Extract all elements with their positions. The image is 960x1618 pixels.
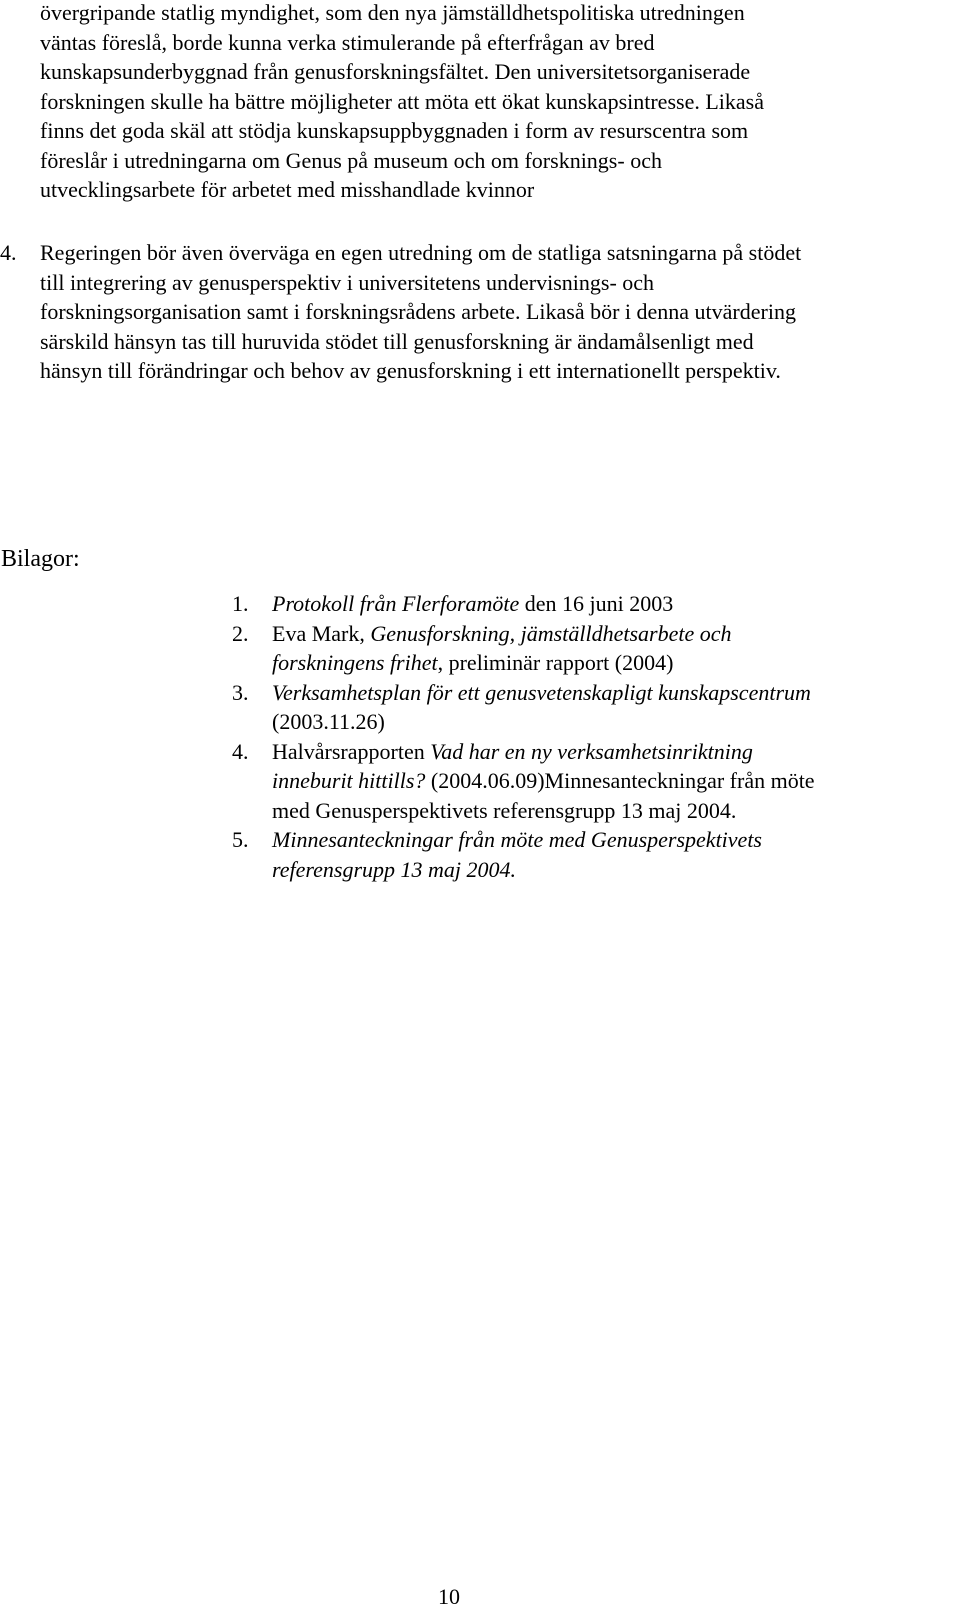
attachment-line <box>272 707 815 737</box>
attachment-line <box>272 589 815 619</box>
attachments-heading: Bilagor: <box>1 546 80 572</box>
attachment-title: forskningens frihet <box>272 650 438 675</box>
text-line: finns det goda skäl att stödja kunskapsuppbyggnaden i form av resurscentra som <box>40 118 749 143</box>
text-line: föreslår i utredningarna om Genus på museum och om forsknings- och <box>40 147 662 173</box>
paragraph-number: 4. <box>0 240 17 265</box>
attachment-line <box>272 678 815 708</box>
attachment-item <box>232 589 815 619</box>
text-line: forskningen skulle ha bättre möjligheter att möta ett ökat kunskapsintresse. Likaså <box>40 88 764 114</box>
attachments-list <box>232 589 815 884</box>
attachment-text: med Genusperspektivets referensgrupp 13 maj 2004. <box>272 797 737 823</box>
text-line: hänsyn till förändringar och behov av genusforskning i ett internationellt perspektiv. <box>40 358 781 383</box>
attachment-text: den 16 juni 2003 <box>519 591 674 616</box>
attachment-line <box>272 737 815 767</box>
attachment-title: Minnesanteckningar från möte med Genusperspektivets <box>272 827 762 852</box>
attachment-number: 3. <box>232 679 249 705</box>
text-line: till integrering av genusperspektiv i universitetens undervisnings- och <box>40 269 655 295</box>
attachment-number: 4. <box>232 738 249 764</box>
text-line: forskningsorganisation samt i forskningsrådens arbete. Likaså bör i denna utvärdering <box>40 299 796 324</box>
attachment-item <box>232 619 815 678</box>
text-line: kunskapsunderbyggnad från genusforskningsfältet. Den universitetsorganiserade <box>40 59 751 84</box>
paragraph-four <box>0 238 801 386</box>
text-line: väntas föreslå, borde kunna verka stimulerande på efterfrågan av bred <box>40 29 655 55</box>
attachment-text: Eva Mark, <box>272 620 371 646</box>
attachment-title: Genusforskning, jämställdhetsarbete och <box>370 620 732 646</box>
attachment-item <box>232 678 815 737</box>
attachment-text: (2004.06.09)Minnesanteckningar från möte <box>425 768 815 793</box>
attachment-title: Vad har en ny verksamhetsinriktning <box>430 738 753 764</box>
text-line-first <box>0 238 801 268</box>
attachment-line <box>272 855 815 885</box>
attachment-line <box>272 766 815 796</box>
text-line: utvecklingsarbete för arbetet med misshandlade kvinnor <box>40 177 535 202</box>
attachment-text: Halvårsrapporten <box>272 738 431 764</box>
attachment-title: Protokoll från Flerforamöte <box>272 591 520 616</box>
attachment-text: (2003.11.26) <box>272 709 385 734</box>
attachment-text: , preliminär rapport (2004) <box>437 650 674 675</box>
attachment-line <box>272 619 815 649</box>
attachment-number: 5. <box>232 827 249 852</box>
attachment-line <box>272 825 815 855</box>
paragraph-continuation <box>40 0 764 205</box>
text-line: övergripande statlig myndighet, som den nya jämställdhetspolitiska utredningen <box>40 0 745 25</box>
attachment-number: 2. <box>232 620 249 646</box>
attachment-line <box>272 796 815 826</box>
attachment-number: 1. <box>232 591 249 616</box>
attachment-line <box>272 648 815 678</box>
text-line: särskild hänsyn tas till huruvida stödet till genusforskning är ändamålsenligt med <box>40 328 754 354</box>
attachment-title: Verksamhetsplan för ett genusvetenskapligt kunskapscentrum <box>272 679 811 705</box>
attachment-item <box>232 737 815 826</box>
attachment-item <box>232 825 815 884</box>
attachment-title: inneburit hittills? <box>272 768 426 793</box>
page-number: 10 <box>438 1584 460 1609</box>
attachment-title: referensgrupp 13 maj 2004. <box>272 856 517 882</box>
text-line-first-content: Regeringen bör även överväga en egen utredning om de statliga satsningarna på stödet <box>40 240 802 265</box>
